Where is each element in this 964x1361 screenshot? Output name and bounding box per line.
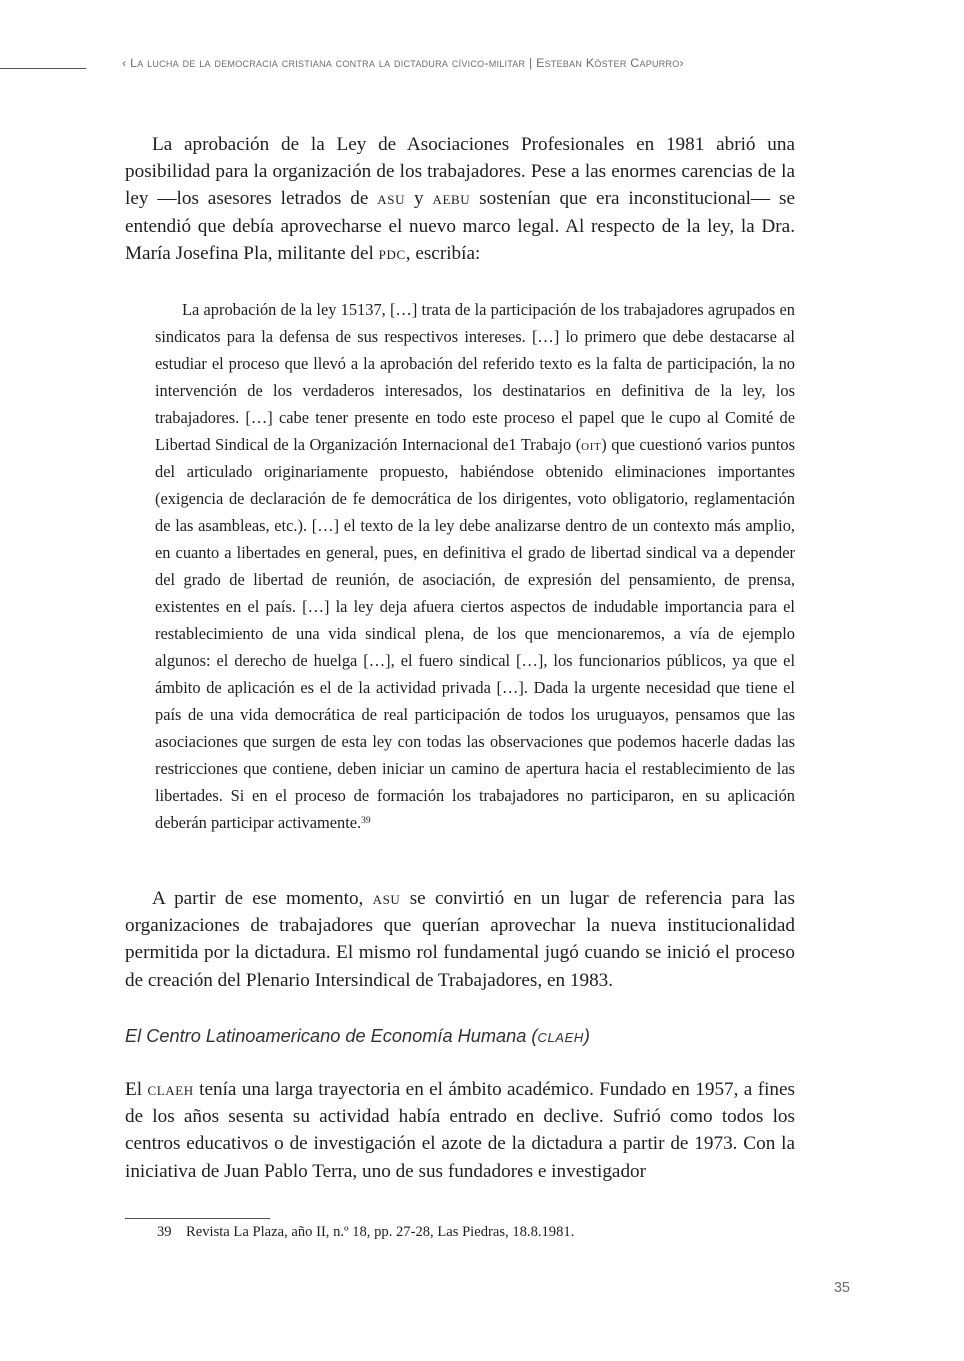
quote-text-b: ) que cuestionó varios puntos del articulado originariamente propuesto, habiéndose obtenido eliminaciones importantes (exigencia de declaración de fe democrática de los dirigentes, voto obligatorio, reglamentación de las asambleas, etc.). […] el texto de la ley debe analizarse dentro de un contexto más amplio, en cuanto a libertades en general, pues, en definitiva el grado de libertad sindical va a depender del grado de libertad de reunión, de asociación, de expresión del pensamiento, de prensa, existentes en el país. […] la ley deja afuera ciertos aspectos de indudable importancia para el restablecimiento de una vida sindical plena, de los que mencionaremos, a vía de ejemplo algunos: el derecho de huelga […], el fuero sindical […], los funcionarios públicos, ya que el ámbito de aplicación es el de la actividad privada […]. Dada la urgente necesidad que tiene el país de una vida democrática de real participación de todos los uruguayos, pensamos que las asociaciones que surgen de esta ley con todas las observaciones que podemos hacerle dadas las restricciones que contiene, deben iniciar un camino de apertura hacia el restablecimiento de las libertades. Si en el proceso de formación los trabajadores no participaron, en su aplicación deberán participar activamente. <box>155 435 795 832</box>
footnote-reference[interactable]: 39 <box>361 815 371 826</box>
header-rule <box>0 68 86 69</box>
paragraph-1-text-b: y <box>405 188 433 210</box>
abbr-asu: asu <box>377 188 406 210</box>
footnote-rule <box>125 1218 270 1219</box>
section-heading-close: ) <box>583 1026 590 1046</box>
paragraph-3-text-a: El <box>125 1079 148 1100</box>
paragraph-3-text-b: tenía una larga trayectoria en el ámbito académico. Fundado en 1957, a fines de los años sesenta su actividad había entrado en declive. Sufrió como todos los centros educativos o de investigación el azote de la dictadura a partir de 1973. Con la iniciativa de Juan Pablo Terra, uno de sus fundadores e investigador <box>125 1079 795 1182</box>
footnote-number: 39 <box>157 1224 172 1240</box>
paragraph-2-text-a: A partir de ese momento, <box>152 888 373 909</box>
paragraph-2-text-b: se convirtió en un lugar de referencia para las organizaciones de trabajadores que querían aprovechar la nueva institucionalidad permitida por la dictadura. El mismo rol fundamental jugó cuando se inició el proceso de creación del Plenario Intersindical de Trabajadores, en 1983. <box>125 888 795 991</box>
running-header: ‹ La lucha de la democracia cristiana contra la dictadura cívico-militar | Esteban Köster Capurro› <box>122 56 684 70</box>
footnote-text: Revista La Plaza, año II, n.º 18, pp. 27-28, Las Piedras, 18.8.1981. <box>186 1224 575 1240</box>
paragraph-1 <box>125 131 795 267</box>
quote-text-a: La aprobación de la ley 15137, […] trata de la participación de los trabajadores agrupados en sindicatos para la defensa de sus respectivos intereses. […] lo primero que debe destacarse al estudiar el proceso que llevó a la aprobación del referido texto es la falta de participación, la no intervención de los verdaderos interesados, los destinatarios en definitiva de la ley, los trabajadores. […] cabe tener presente en todo este proceso el papel que le cupo al Comité de Libertad Sindical de la Organización Internacional de1 Trabajo ( <box>155 300 795 454</box>
abbr-oit: oit <box>581 435 602 454</box>
abbr-claeh-heading: claeh <box>537 1026 584 1046</box>
footnote <box>157 1222 797 1242</box>
block-quote <box>155 296 795 836</box>
paragraph-1-text-c: sostenían que era inconstitucional— se entendió que debía aprovecharse el nuevo marco legal. Al respecto de la ley, la Dra. María Josefina Pla, militante del <box>125 188 795 264</box>
abbr-pdc: pdc <box>378 242 406 264</box>
paragraph-2 <box>125 885 795 994</box>
section-heading-text: El Centro Latinoamericano de Economía Humana ( <box>125 1026 538 1046</box>
abbr-aebu: aebu <box>432 188 471 210</box>
abbr-claeh: claeh <box>147 1079 194 1100</box>
paragraph-3 <box>125 1076 795 1185</box>
paragraph-1-text-d: , escribía: <box>405 242 481 264</box>
abbr-asu-2: asu <box>372 888 401 909</box>
section-heading <box>125 1024 795 1048</box>
paragraph-1-text-a: La aprobación de la Ley de Asociaciones Profesionales en 1981 abrió una posibilidad para la organización de los trabajadores. Pese a las enormes carencias de la ley —los asesores letrados de <box>125 134 795 210</box>
page-number: 35 <box>833 1280 850 1296</box>
